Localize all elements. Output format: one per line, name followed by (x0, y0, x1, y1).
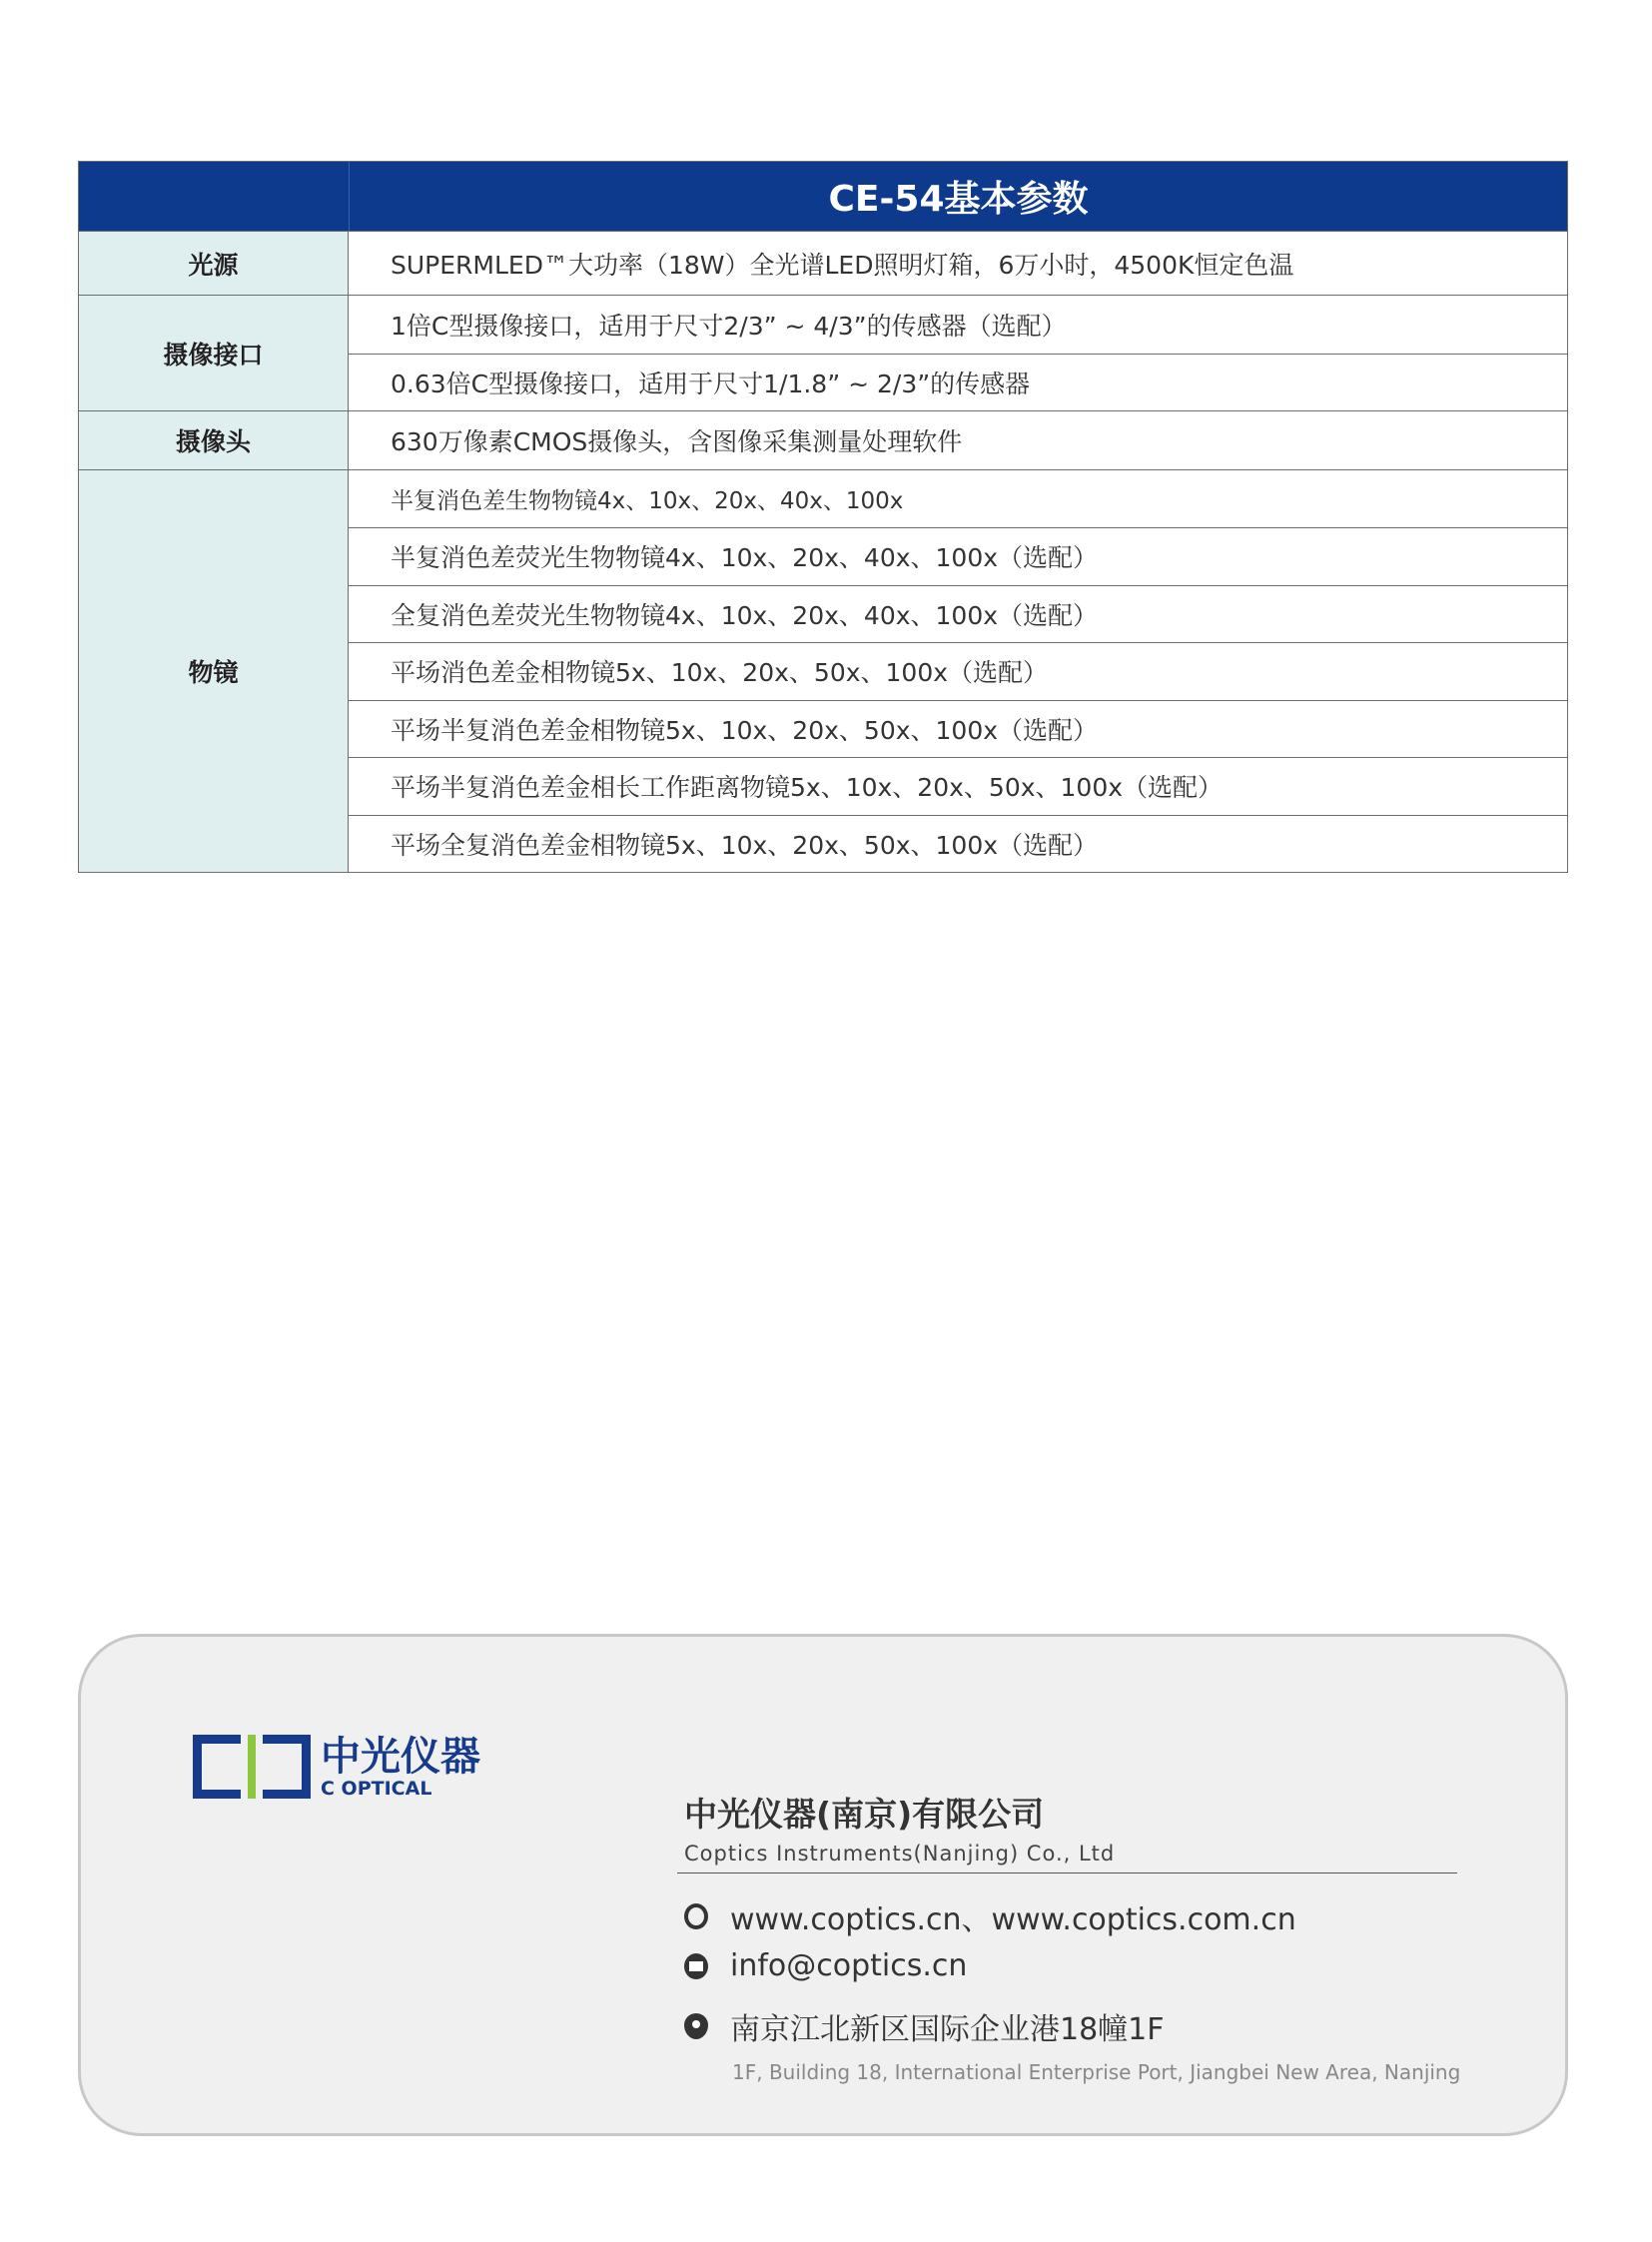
spec-table (78, 161, 1568, 873)
row-label: 光源 (79, 232, 349, 295)
location-pin-icon (684, 2013, 708, 2039)
table-cell: 630万像素CMOS摄像头，含图像采集测量处理软件 (391, 426, 963, 456)
table-cell: 平场半复消色差金相长工作距离物镜5x、10x、20x、50x、100x（选配） (349, 757, 1567, 815)
table-group-objectives (79, 469, 1567, 873)
table-group-camera (79, 410, 1567, 469)
logo-mark-icon (193, 1735, 313, 1799)
table-cell: 1倍C型摄像接口，适用于尺寸2/3” ~ 4/3”的传感器（选配） (391, 311, 1067, 341)
globe-icon (684, 1903, 708, 1929)
website-link[interactable]: www.coptics.cn、www.coptics.com.cn (730, 1902, 1296, 1937)
contact-card (78, 1634, 1568, 2136)
logo-en: C OPTICAL (321, 1778, 432, 1800)
table-cell: 0.63倍C型摄像接口，适用于尺寸1/1.8” ~ 2/3”的传感器 (349, 354, 1567, 411)
company-logo (193, 1735, 480, 1799)
address-cn: 南京江北新区国际企业港18幢1F (730, 2012, 1165, 2047)
table-cell: 全复消色差荧光生物物镜4x、10x、20x、40x、100x（选配） (349, 585, 1567, 643)
table-title: CE-54基本参数 (828, 179, 1089, 220)
mail-icon (684, 1953, 708, 1979)
table-header (79, 162, 1567, 231)
table-cell: 平场全复消色差金相物镜5x、10x、20x、50x、100x（选配） (349, 815, 1567, 873)
logo-cn: 中光仪器 (321, 1734, 480, 1780)
table-group-light-source (79, 231, 1567, 295)
address-line (684, 2004, 1165, 2048)
row-label: 摄像接口 (79, 296, 349, 410)
company-name-cn: 中光仪器(南京)有限公司 (684, 1795, 1045, 1834)
table-cell: 平场消色差金相物镜5x、10x、20x、50x、100x（选配） (349, 642, 1567, 700)
company-name-en: Coptics Instruments(Nanjing) Co., Ltd (684, 1842, 1116, 1866)
table-cell: SUPERMLED™大功率（18W）全光谱LED照明灯箱，6万小时，4500K恒定色温 (391, 250, 1294, 280)
table-cell: 半复消色差生物物镜4x、10x、20x、40x、100x (391, 487, 904, 514)
address-en: 1F, Building 18, International Enterprise Port, Jiangbei New Area, Nanjing (732, 2060, 1461, 2084)
table-cell: 半复消色差荧光生物物镜4x、10x、20x、40x、100x（选配） (349, 527, 1567, 585)
row-label: 物镜 (79, 470, 349, 873)
table-group-camera-interface (79, 295, 1567, 410)
table-cell: 平场半复消色差金相物镜5x、10x、20x、50x、100x（选配） (349, 700, 1567, 758)
email-line (684, 1948, 967, 1983)
email-link[interactable]: info@coptics.cn (730, 1948, 968, 1983)
website-line (684, 1894, 1296, 1938)
row-label: 摄像头 (79, 411, 349, 469)
divider (677, 1872, 1457, 1873)
